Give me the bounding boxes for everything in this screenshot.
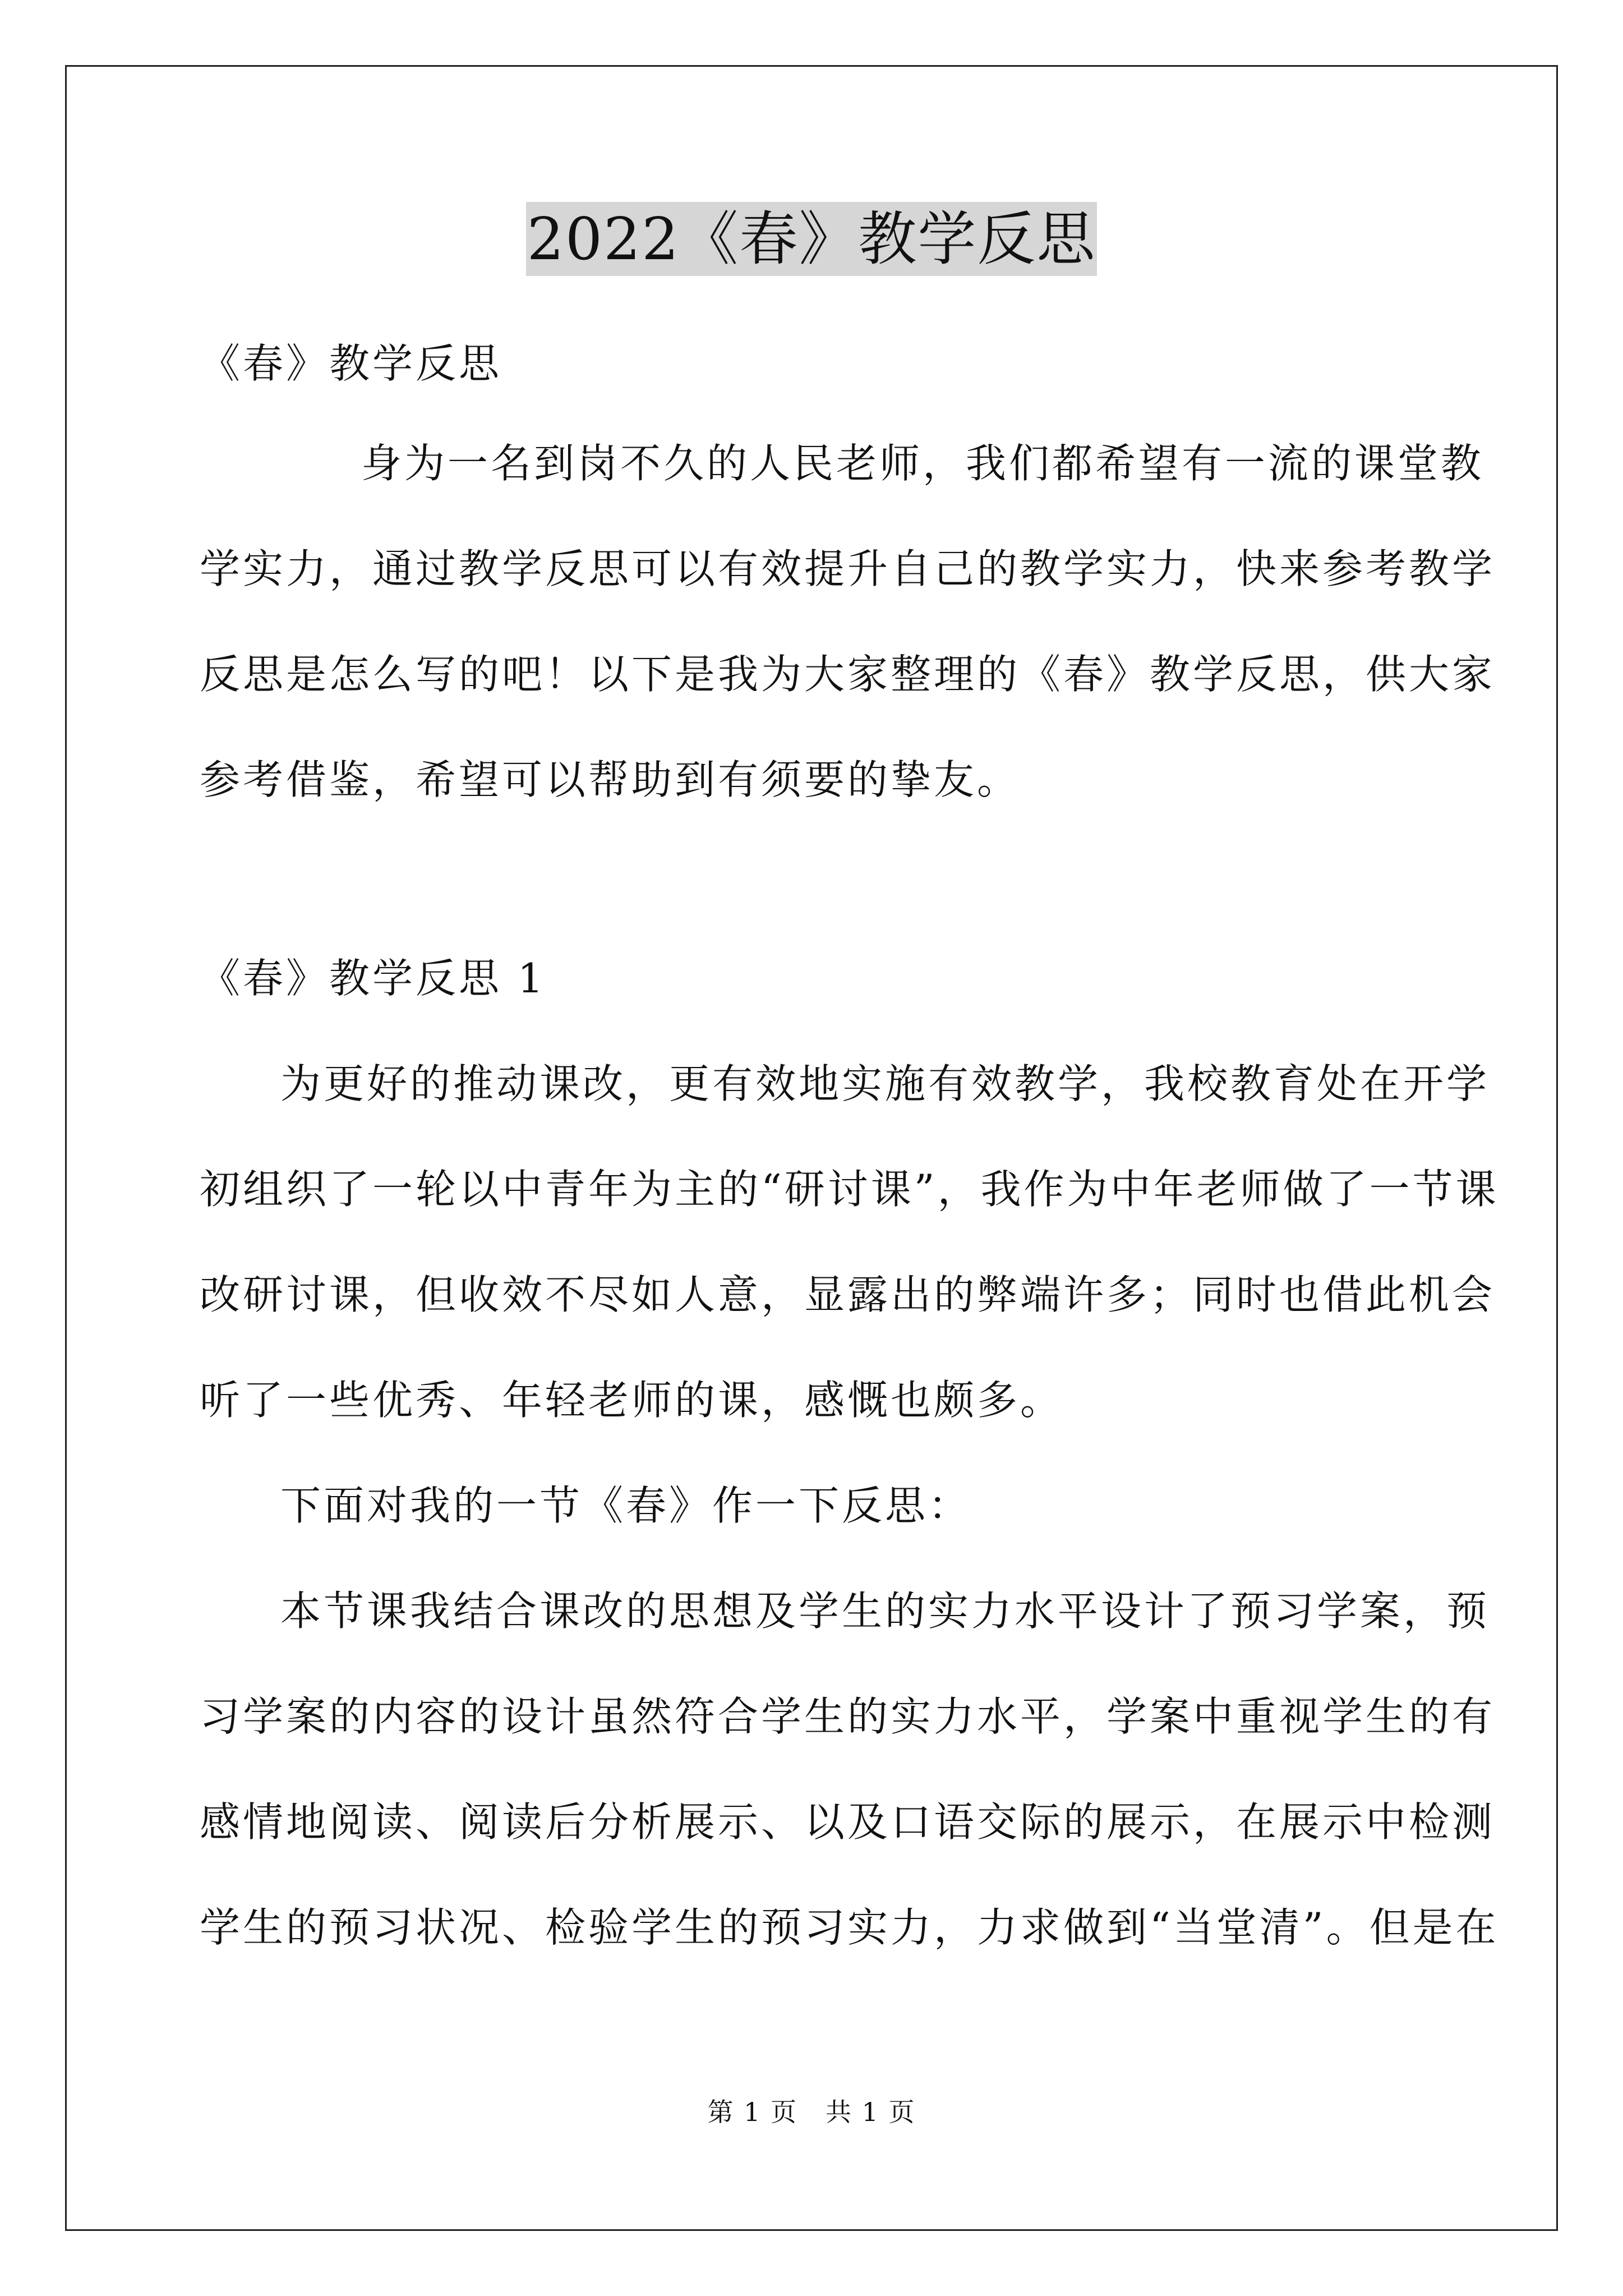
paragraph-line: 学生的预习状况、检验学生的预习实力，力求做到“当堂清”。但是在 <box>200 1904 1499 1951</box>
intro-paragraph <box>200 436 1496 807</box>
subtitle: 《春》教学反思 <box>200 340 502 387</box>
document-title: 2022《春》教学反思 <box>526 202 1098 276</box>
title-container <box>0 202 1623 276</box>
paragraph-line: 下面对我的一节《春》作一下反思： <box>280 1482 972 1529</box>
paragraph-line: 学实力，通过教学反思可以有效提升自己的教学实力，快来参考教学 <box>200 545 1496 592</box>
page-number: 第 1 页 <box>707 2097 797 2127</box>
paragraph-line: 反思是怎么写的吧！以下是我为大家整理的《春》教学反思，供大家 <box>200 651 1496 698</box>
paragraph-line: 听了一些优秀、年轻老师的课，感慨也颇多。 <box>200 1377 1064 1424</box>
paragraph-line: 参考借鉴，希望可以帮助到有须要的挚友。 <box>200 756 1021 803</box>
paragraph-line: 初组织了一轮以中青年为主的“研讨课”，我作为中年老师做了一节课 <box>200 1166 1499 1213</box>
paragraph-1 <box>200 1057 1499 1427</box>
page-total: 共 1 页 <box>826 2097 916 2127</box>
page-footer <box>0 2095 1623 2129</box>
paragraph-line: 身为一名到岗不久的人民老师，我们都希望有一流的课堂教 <box>361 440 1484 487</box>
paragraph-3 <box>200 1584 1499 1954</box>
paragraph-line: 为更好的推动课改，更有效地实施有效教学，我校教育处在开学 <box>280 1060 1490 1107</box>
paragraph-line: 改研讨课，但收效不尽如人意，显露出的弊端许多；同时也借此机会 <box>200 1271 1496 1318</box>
paragraph-line: 习学案的内容的设计虽然符合学生的实力水平，学案中重视学生的有 <box>200 1693 1496 1740</box>
document-body <box>200 337 1499 1954</box>
paragraph-line: 感情地阅读、阅读后分析展示、以及口语交际的展示，在展示中检测 <box>200 1798 1496 1846</box>
section-heading: 《春》教学反思 1 <box>200 955 546 1002</box>
paragraph-2 <box>200 1479 1422 1533</box>
paragraph-line: 本节课我结合课改的思想及学生的实力水平设计了预习学案，预 <box>280 1588 1490 1635</box>
